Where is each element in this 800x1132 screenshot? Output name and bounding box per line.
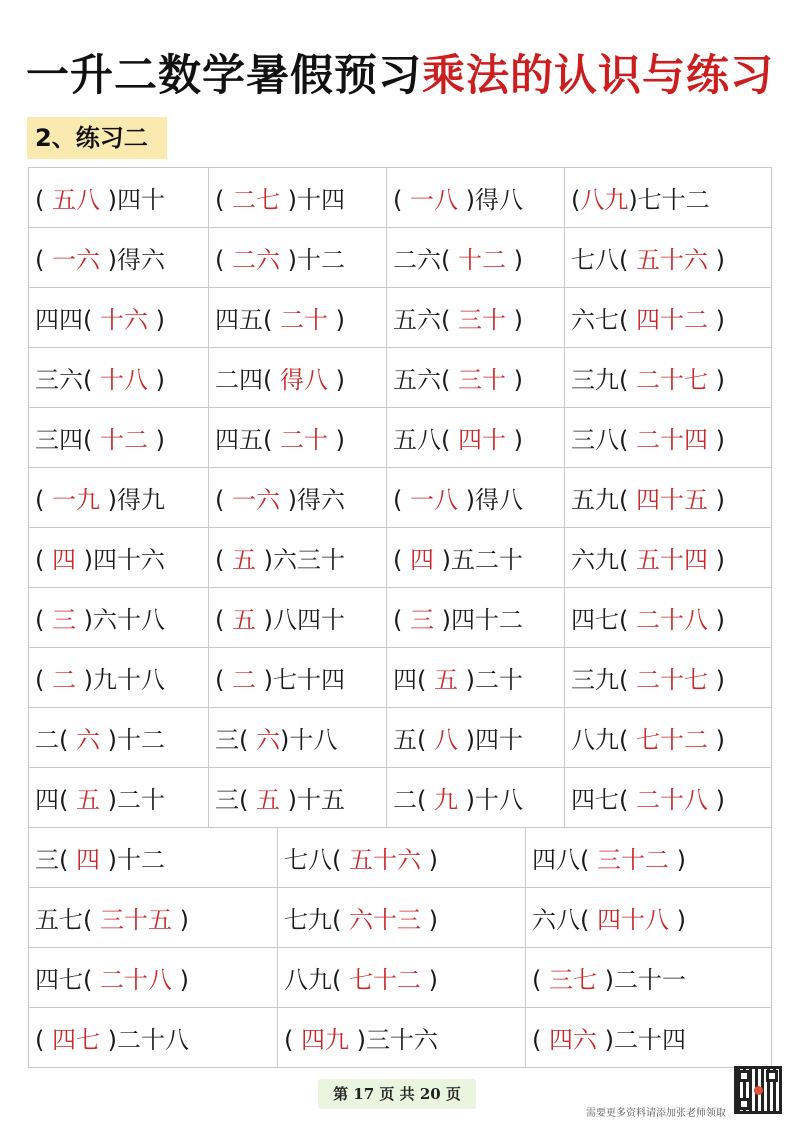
exercise-answer: 四 bbox=[52, 546, 76, 574]
exercise-answer: 四十八 bbox=[597, 906, 669, 934]
exercise-cell bbox=[565, 468, 772, 528]
exercise-answer: 二十四 bbox=[636, 426, 708, 454]
exercise-suffix: )七十二 bbox=[628, 186, 710, 214]
exercise-cell bbox=[387, 408, 565, 468]
exercise-suffix: )四十六 bbox=[76, 546, 165, 574]
exercise-answer: 五 bbox=[232, 606, 256, 634]
exercise-prefix: 四七( bbox=[571, 606, 636, 634]
exercise-row bbox=[29, 288, 772, 348]
exercise-prefix: 三( bbox=[35, 846, 76, 874]
exercise-prefix: ( bbox=[35, 546, 52, 574]
exercise-suffix: ) bbox=[421, 846, 438, 874]
exercise-cell bbox=[565, 768, 772, 828]
exercise-cell bbox=[565, 228, 772, 288]
exercise-cell bbox=[29, 1008, 278, 1068]
exercise-cell bbox=[387, 768, 565, 828]
exercise-cell bbox=[565, 288, 772, 348]
exercise-prefix: 七九( bbox=[284, 906, 349, 934]
exercise-answer: 四七 bbox=[52, 1026, 100, 1054]
exercise-cell bbox=[387, 588, 565, 648]
qr-finder-icon bbox=[738, 1070, 750, 1082]
exercise-suffix: )得八 bbox=[458, 486, 523, 514]
qr-code-icon bbox=[734, 1066, 782, 1114]
exercise-cell bbox=[565, 708, 772, 768]
exercise-cell bbox=[29, 168, 209, 228]
exercise-suffix: ) bbox=[708, 306, 725, 334]
exercise-answer: 五十六 bbox=[349, 846, 421, 874]
exercise-prefix: 四五( bbox=[215, 426, 280, 454]
exercise-prefix: ( bbox=[215, 186, 232, 214]
exercise-suffix: ) bbox=[669, 906, 686, 934]
exercise-suffix: ) bbox=[669, 846, 686, 874]
exercise-answer: 四六 bbox=[549, 1026, 597, 1054]
exercise-answer: 四十五 bbox=[636, 486, 708, 514]
exercise-row bbox=[29, 168, 772, 228]
exercise-prefix: 四七( bbox=[35, 966, 100, 994]
exercise-prefix: 六七( bbox=[571, 306, 636, 334]
exercise-row bbox=[29, 888, 772, 948]
exercise-prefix: 四八( bbox=[532, 846, 597, 874]
exercise-answer: 十二 bbox=[458, 246, 506, 274]
exercise-prefix: ( bbox=[215, 546, 232, 574]
exercise-prefix: 三九( bbox=[571, 666, 636, 694]
exercise-suffix: )三十六 bbox=[349, 1026, 438, 1054]
exercise-prefix: 三四( bbox=[35, 426, 100, 454]
exercise-cell bbox=[526, 948, 772, 1008]
exercise-prefix: ( bbox=[35, 186, 52, 214]
exercise-prefix: 三( bbox=[215, 726, 256, 754]
exercise-suffix: ) bbox=[708, 606, 725, 634]
exercise-answer: 四 bbox=[76, 846, 100, 874]
qr-finder-icon bbox=[766, 1070, 778, 1082]
exercise-prefix: 四七( bbox=[571, 786, 636, 814]
exercise-answer: 八九 bbox=[580, 186, 629, 214]
exercise-answer: 三七 bbox=[549, 966, 597, 994]
exercise-cell bbox=[526, 1008, 772, 1068]
exercise-suffix: ) bbox=[421, 906, 438, 934]
grid4-body bbox=[29, 168, 772, 828]
page-title bbox=[0, 42, 800, 103]
exercise-cell bbox=[29, 768, 209, 828]
exercise-suffix: ) bbox=[708, 786, 725, 814]
exercise-prefix: ( bbox=[215, 666, 232, 694]
exercise-suffix: )得六 bbox=[100, 246, 165, 274]
exercise-answer: 一六 bbox=[52, 246, 100, 274]
exercise-cell bbox=[29, 708, 209, 768]
exercise-cell bbox=[387, 468, 565, 528]
exercise-answer: 八 bbox=[434, 726, 458, 754]
exercise-answer: 五 bbox=[256, 786, 280, 814]
exercise-answer: 五 bbox=[434, 666, 458, 694]
exercise-suffix: )七十四 bbox=[256, 666, 345, 694]
exercise-prefix: 二四( bbox=[215, 366, 280, 394]
exercise-answer: 二 bbox=[52, 666, 76, 694]
exercise-cell bbox=[209, 348, 387, 408]
exercise-answer: 一九 bbox=[52, 486, 100, 514]
exercise-suffix: ) bbox=[708, 726, 725, 754]
exercise-suffix: )得八 bbox=[458, 186, 523, 214]
exercise-answer: 二十七 bbox=[636, 366, 708, 394]
exercise-prefix: ( bbox=[35, 246, 52, 274]
exercise-suffix: )十八 bbox=[280, 726, 338, 754]
exercise-cell bbox=[278, 1008, 526, 1068]
exercise-prefix: 四( bbox=[393, 666, 434, 694]
exercise-cell bbox=[29, 948, 278, 1008]
exercise-suffix: ) bbox=[708, 366, 725, 394]
exercise-cell bbox=[209, 588, 387, 648]
exercise-answer: 二十八 bbox=[100, 966, 172, 994]
exercise-prefix: ( bbox=[35, 606, 52, 634]
exercise-cell bbox=[209, 288, 387, 348]
exercise-answer: 六十三 bbox=[349, 906, 421, 934]
exercise-suffix: ) bbox=[506, 246, 523, 274]
exercise-grid-three-column bbox=[28, 827, 772, 1068]
exercise-suffix: )得九 bbox=[100, 486, 165, 514]
exercise-suffix: ) bbox=[506, 366, 523, 394]
exercise-prefix: ( bbox=[35, 666, 52, 694]
exercise-suffix: ) bbox=[506, 426, 523, 454]
exercise-cell bbox=[29, 228, 209, 288]
exercise-cell bbox=[565, 528, 772, 588]
exercise-grid-four-column bbox=[28, 167, 772, 828]
exercise-prefix: 七八( bbox=[571, 246, 636, 274]
page-number: 第 17 页 共 20 页 bbox=[318, 1079, 476, 1109]
exercise-prefix: 五七( bbox=[35, 906, 100, 934]
exercise-suffix: ) bbox=[708, 246, 725, 274]
exercise-suffix: )四十 bbox=[458, 726, 523, 754]
exercise-suffix: )九十八 bbox=[76, 666, 165, 694]
exercise-suffix: )二十 bbox=[458, 666, 523, 694]
exercise-answer: 三十二 bbox=[597, 846, 669, 874]
exercise-cell bbox=[209, 648, 387, 708]
exercise-prefix: 五( bbox=[393, 726, 434, 754]
exercise-cell bbox=[29, 408, 209, 468]
exercise-suffix: )十五 bbox=[280, 786, 345, 814]
exercise-suffix: ) bbox=[172, 966, 189, 994]
exercise-prefix: 六八( bbox=[532, 906, 597, 934]
exercise-suffix: ) bbox=[148, 306, 165, 334]
exercise-prefix: 八九( bbox=[284, 966, 349, 994]
exercise-suffix: ) bbox=[328, 306, 345, 334]
exercise-cell bbox=[387, 288, 565, 348]
exercise-answer: 二十 bbox=[280, 426, 328, 454]
exercise-answer: 十八 bbox=[100, 366, 148, 394]
exercise-answer: 五八 bbox=[52, 186, 100, 214]
exercise-prefix: 三九( bbox=[571, 366, 636, 394]
exercise-answer: 四十 bbox=[458, 426, 506, 454]
exercise-cell bbox=[387, 528, 565, 588]
exercise-answer: 二十八 bbox=[636, 786, 708, 814]
exercise-suffix: )十二 bbox=[100, 726, 165, 754]
exercise-suffix: )得六 bbox=[280, 486, 345, 514]
exercise-row bbox=[29, 468, 772, 528]
exercise-prefix: ( bbox=[393, 606, 410, 634]
exercise-suffix: )二十八 bbox=[100, 1026, 189, 1054]
exercise-cell bbox=[278, 948, 526, 1008]
exercise-prefix: ( bbox=[35, 486, 52, 514]
exercise-answer: 二 bbox=[232, 666, 256, 694]
exercise-suffix: ) bbox=[708, 546, 725, 574]
exercise-suffix: ) bbox=[708, 426, 725, 454]
exercise-suffix: ) bbox=[172, 906, 189, 934]
exercise-answer: 四 bbox=[410, 546, 434, 574]
exercise-cell bbox=[29, 588, 209, 648]
exercise-suffix: )六十八 bbox=[76, 606, 165, 634]
exercise-row bbox=[29, 348, 772, 408]
exercise-cell bbox=[565, 648, 772, 708]
exercise-answer: 三十 bbox=[458, 306, 506, 334]
exercise-answer: 五十四 bbox=[636, 546, 708, 574]
exercise-answer: 六 bbox=[76, 726, 100, 754]
exercise-prefix: 五六( bbox=[393, 366, 458, 394]
exercise-suffix: ) bbox=[506, 306, 523, 334]
exercise-prefix: 八九( bbox=[571, 726, 636, 754]
exercise-answer: 十六 bbox=[100, 306, 148, 334]
exercise-answer: 四九 bbox=[301, 1026, 349, 1054]
exercise-prefix: 三八( bbox=[571, 426, 636, 454]
exercise-cell bbox=[278, 888, 526, 948]
exercise-answer: 三十五 bbox=[100, 906, 172, 934]
exercise-suffix: ) bbox=[421, 966, 438, 994]
exercise-cell bbox=[29, 468, 209, 528]
exercise-answer: 得八 bbox=[280, 366, 328, 394]
exercise-answer: 一六 bbox=[232, 486, 280, 514]
exercise-suffix: )十八 bbox=[458, 786, 523, 814]
exercise-prefix: 六九( bbox=[571, 546, 636, 574]
exercise-cell bbox=[209, 708, 387, 768]
exercise-suffix: ) bbox=[148, 366, 165, 394]
exercise-answer: 十二 bbox=[100, 426, 148, 454]
exercise-answer: 六 bbox=[256, 726, 280, 754]
exercise-suffix: )十二 bbox=[280, 246, 345, 274]
exercise-answer: 一八 bbox=[410, 186, 458, 214]
exercise-prefix: 五八( bbox=[393, 426, 458, 454]
exercise-prefix: ( bbox=[532, 1026, 549, 1054]
exercise-answer: 五 bbox=[232, 546, 256, 574]
exercise-suffix: )五二十 bbox=[434, 546, 523, 574]
exercise-suffix: )十二 bbox=[100, 846, 165, 874]
exercise-row bbox=[29, 828, 772, 888]
qr-center-logo-icon bbox=[754, 1086, 763, 1095]
exercise-cell bbox=[209, 468, 387, 528]
exercise-answer: 七十二 bbox=[349, 966, 421, 994]
exercise-answer: 二十八 bbox=[636, 606, 708, 634]
exercise-answer: 二十七 bbox=[636, 666, 708, 694]
exercise-answer: 二十 bbox=[280, 306, 328, 334]
exercise-cell bbox=[387, 228, 565, 288]
exercise-row bbox=[29, 948, 772, 1008]
exercise-suffix: )六三十 bbox=[256, 546, 345, 574]
exercise-suffix: )十四 bbox=[280, 186, 345, 214]
qr-finder-icon bbox=[738, 1098, 750, 1110]
exercise-cell bbox=[209, 168, 387, 228]
exercise-cell bbox=[209, 768, 387, 828]
grid3-body bbox=[29, 828, 772, 1068]
exercise-prefix: ( bbox=[393, 546, 410, 574]
exercise-cell bbox=[278, 828, 526, 888]
exercise-answer: 一八 bbox=[410, 486, 458, 514]
exercise-prefix: 二( bbox=[35, 726, 76, 754]
exercise-prefix: 五九( bbox=[571, 486, 636, 514]
exercise-cell bbox=[565, 168, 772, 228]
exercise-prefix: 四五( bbox=[215, 306, 280, 334]
exercise-answer: 五十六 bbox=[636, 246, 708, 274]
exercise-prefix: ( bbox=[393, 486, 410, 514]
exercise-suffix: ) bbox=[328, 366, 345, 394]
exercise-cell bbox=[565, 348, 772, 408]
exercise-cell bbox=[526, 828, 772, 888]
exercise-prefix: 二( bbox=[393, 786, 434, 814]
exercise-cell bbox=[565, 588, 772, 648]
title-black-part: 一升二数学暑假预习 bbox=[26, 51, 422, 101]
exercise-answer: 三 bbox=[410, 606, 434, 634]
exercise-prefix: 五六( bbox=[393, 306, 458, 334]
exercise-suffix: )四十 bbox=[100, 186, 165, 214]
exercise-row bbox=[29, 648, 772, 708]
exercise-suffix: )四十二 bbox=[434, 606, 523, 634]
exercise-cell bbox=[29, 888, 278, 948]
exercise-suffix: ) bbox=[328, 426, 345, 454]
exercise-row bbox=[29, 708, 772, 768]
exercise-answer: 二六 bbox=[232, 246, 280, 274]
exercise-cell bbox=[29, 528, 209, 588]
exercise-answer: 七十二 bbox=[636, 726, 708, 754]
section-label: 2、练习二 bbox=[27, 117, 167, 159]
exercise-prefix: ( bbox=[215, 486, 232, 514]
exercise-cell bbox=[209, 228, 387, 288]
exercise-answer: 五 bbox=[76, 786, 100, 814]
title-red-part: 乘法的认识与练习 bbox=[422, 51, 774, 101]
exercise-cell bbox=[387, 348, 565, 408]
exercise-prefix: ( bbox=[215, 606, 232, 634]
exercise-prefix: ( bbox=[571, 186, 581, 214]
exercise-prefix: ( bbox=[215, 246, 232, 274]
exercise-row bbox=[29, 588, 772, 648]
exercise-cell bbox=[565, 408, 772, 468]
exercise-prefix: 四四( bbox=[35, 306, 100, 334]
exercise-suffix: )二十 bbox=[100, 786, 165, 814]
exercise-row bbox=[29, 1008, 772, 1068]
exercise-answer: 二七 bbox=[232, 186, 280, 214]
exercise-cell bbox=[209, 528, 387, 588]
exercise-answer: 四十二 bbox=[636, 306, 708, 334]
exercise-cell bbox=[29, 648, 209, 708]
exercise-cell bbox=[387, 648, 565, 708]
exercise-row bbox=[29, 228, 772, 288]
exercise-cell bbox=[29, 348, 209, 408]
exercise-prefix: ( bbox=[35, 1026, 52, 1054]
exercise-row bbox=[29, 768, 772, 828]
exercise-cell bbox=[209, 408, 387, 468]
exercise-prefix: 三六( bbox=[35, 366, 100, 394]
exercise-suffix: )二十四 bbox=[597, 1026, 686, 1054]
exercise-prefix: ( bbox=[284, 1026, 301, 1054]
exercise-suffix: ) bbox=[708, 486, 725, 514]
exercise-prefix: 三( bbox=[215, 786, 256, 814]
exercise-prefix: ( bbox=[393, 186, 410, 214]
exercise-suffix: )八四十 bbox=[256, 606, 345, 634]
exercise-row bbox=[29, 408, 772, 468]
exercise-cell bbox=[29, 288, 209, 348]
exercise-suffix: )二十一 bbox=[597, 966, 686, 994]
exercise-answer: 三十 bbox=[458, 366, 506, 394]
exercise-answer: 三 bbox=[52, 606, 76, 634]
exercise-answer: 九 bbox=[434, 786, 458, 814]
exercise-prefix: ( bbox=[532, 966, 549, 994]
exercise-prefix: 二六( bbox=[393, 246, 458, 274]
exercise-cell bbox=[526, 888, 772, 948]
exercise-suffix: ) bbox=[708, 666, 725, 694]
exercise-prefix: 四( bbox=[35, 786, 76, 814]
exercise-row bbox=[29, 528, 772, 588]
qr-caption: 需要更多资料请添加张老师领取 bbox=[586, 1108, 726, 1119]
exercise-cell bbox=[387, 708, 565, 768]
exercise-cell bbox=[387, 168, 565, 228]
exercise-suffix: ) bbox=[148, 426, 165, 454]
exercise-cell bbox=[29, 828, 278, 888]
exercise-prefix: 七八( bbox=[284, 846, 349, 874]
